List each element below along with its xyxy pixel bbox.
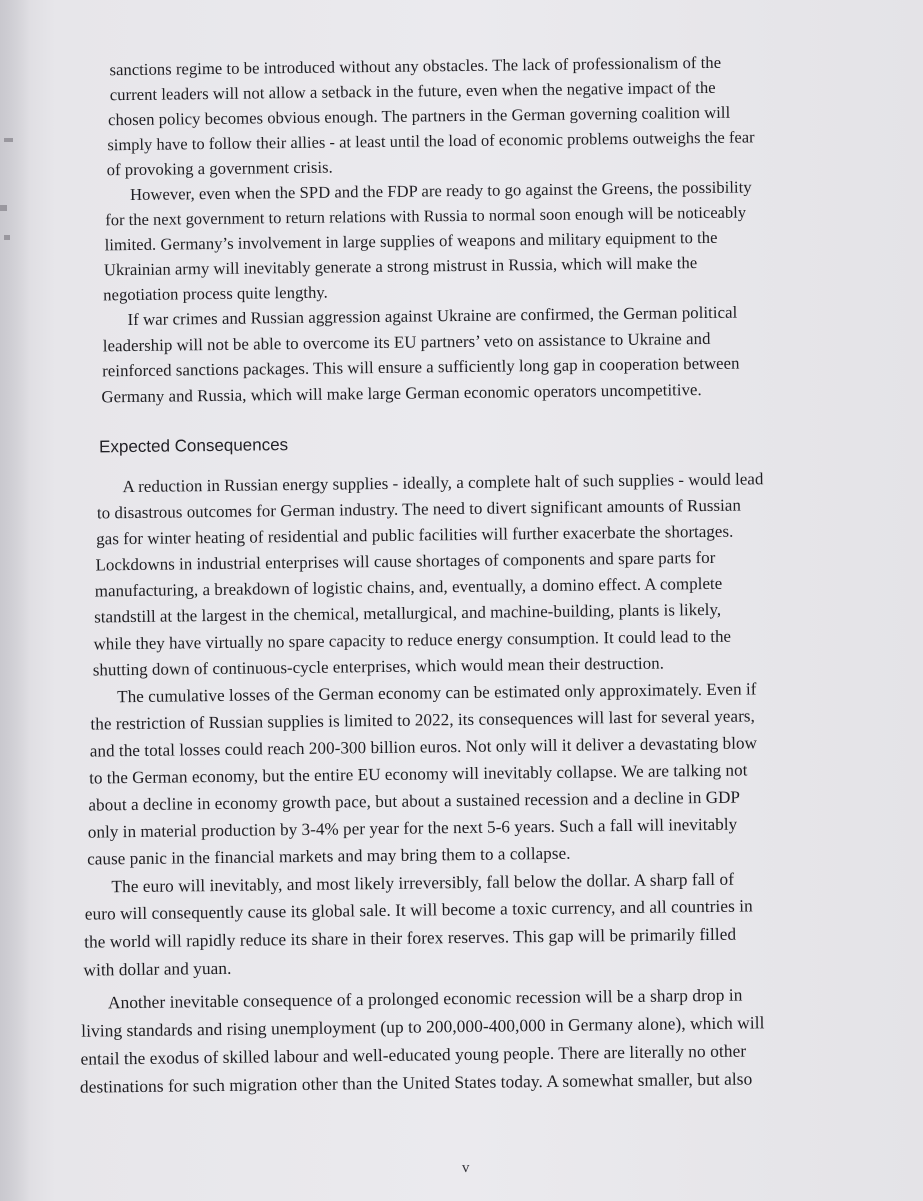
text-line: leadership will not be able to overcome its EU partners’ veto on assistance to Ukraine and	[102, 328, 711, 356]
text-line: Germany and Russia, which will make large German economic operators uncompetitive.	[101, 380, 702, 407]
text-line: only in material production by 3-4% per year for the next 5-6 years. Such a fall will inevitably	[87, 814, 738, 842]
text-line: gas for winter heating of residential and public facilities will further exacerbate the shortages.	[96, 521, 734, 549]
text-line: shutting down of continuous-cycle enterprises, which would mean their destruction.	[92, 653, 665, 680]
text-line: Ukrainian army will inevitably generate a strong mistrust in Russia, which will make the	[103, 253, 698, 280]
text-line: Another inevitable consequence of a prolonged economic recession will be a sharp drop in	[107, 984, 743, 1013]
text-line: standstill at the largest in the chemical, metallurgical, and machine-building, plants is likely,	[94, 599, 722, 627]
text-line: living standards and rising unemployment (up to 200,000-400,000 in Germany alone), which will	[81, 1012, 765, 1041]
text-line: cause panic in the financial markets and may bring them to a collapse.	[87, 843, 571, 869]
text-line: Lockdowns in industrial enterprises will cause shortages of components and spare parts for	[95, 547, 716, 575]
text-line: The euro will inevitably, and most likely irreversibly, fall below the dollar. A sharp fall of	[111, 869, 735, 897]
text-line: If war crimes and Russian aggression against Ukraine are confirmed, the German political	[127, 302, 738, 330]
text-line: to the German economy, but the entire EU economy will inevitably collapse. We are talking not	[89, 760, 748, 788]
text-line: limited. Germany’s involvement in large supplies of weapons and military equipment to the	[104, 227, 718, 255]
text-line: However, even when the SPD and the FDP are ready to go against the Greens, the possibility	[129, 177, 752, 205]
text-line: to disastrous outcomes for German industry. The need to divert significant amounts of Russian	[96, 495, 742, 523]
text-line: simply have to follow their allies - at least until the load of economic problems outweighs the fear	[107, 127, 755, 155]
text-line: manufacturing, a breakdown of logistic chains, and, eventually, a domino effect. A complete	[94, 573, 723, 601]
text-line: sanctions regime to be introduced without any obstacles. The lack of professionalism of the	[109, 52, 722, 80]
text-line: The cumulative losses of the German economy can be estimated only approximately. Even if	[117, 679, 757, 707]
text-line: and the total losses could reach 200-300 billion euros. Not only will it deliver a devastating blow	[89, 733, 758, 761]
text-line: euro will consequently cause its global sale. It will become a toxic currency, and all countries in	[84, 896, 753, 924]
text-line: for the next government to return relations with Russia to normal soon enough will be noticeably	[105, 202, 747, 230]
text-line: chosen policy becomes obvious enough. The partners in the German governing coalition will	[107, 102, 731, 130]
page-number: v	[461, 1159, 470, 1177]
text-line: entail the exodus of skilled labour and well-educated young people. There are literally no other	[80, 1040, 747, 1069]
text-line: reinforced sanctions packages. This will ensure a sufficiently long gap in cooperation between	[102, 353, 740, 381]
text-line: with dollar and yuan.	[83, 958, 232, 980]
text-line: of provoking a government crisis.	[106, 157, 333, 180]
text-line: while they have virtually no spare capacity to reduce energy consumption. It could lead to the	[93, 626, 732, 654]
text-line: negotiation process quite lengthy.	[103, 282, 328, 305]
text-line: the restriction of Russian supplies is limited to 2022, its consequences will last for several years,	[90, 706, 756, 734]
section-heading: Expected Consequences	[98, 435, 289, 457]
text-line: about a decline in economy growth pace, but about a sustained recession and a decline in GDP	[88, 787, 741, 815]
text-line: A reduction in Russian energy supplies - ideally, a complete halt of such supplies - would lead	[122, 469, 764, 497]
text-line: current leaders will not allow a setback in the future, even when the negative impact of the	[109, 77, 716, 105]
text-line: the world will rapidly reduce its share in their forex reserves. This gap will be primarily filled	[84, 924, 737, 952]
text-line: destinations for such migration other than the United States today. A somewhat smaller, but also	[79, 1068, 753, 1097]
